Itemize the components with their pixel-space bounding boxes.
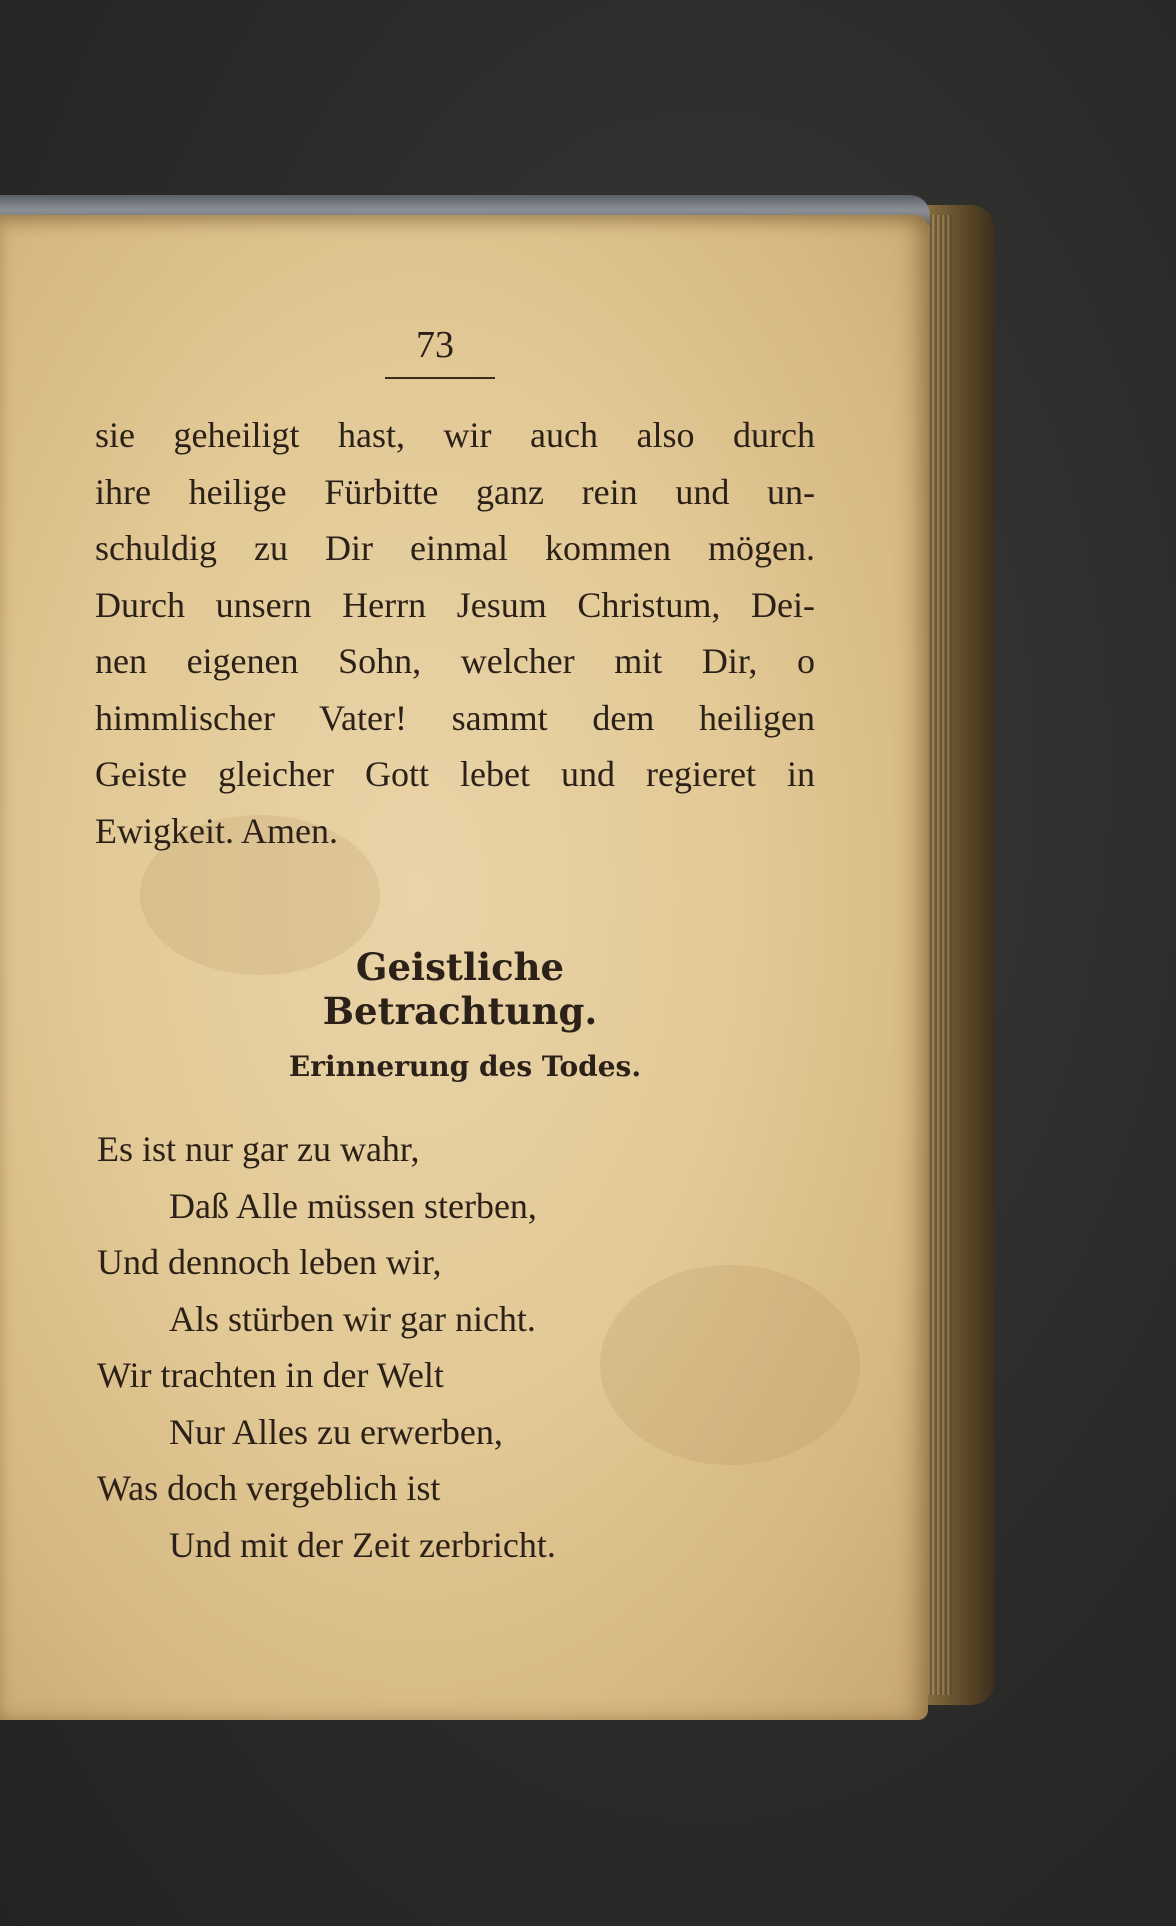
poem-line: Was doch vergeblich ist [97,1468,441,1508]
page-number: 73 [416,324,454,366]
prayer-paragraph [95,407,815,859]
book-page [0,215,928,1720]
text-line: himmlischer Vater! sammt dem heiligen [95,697,815,738]
poem [97,1121,817,1573]
poem-title: Erinnerung des Todes. [288,1050,642,1083]
text-line: sie geheiligt hast, wir auch also durch [95,415,815,455]
text-line: Durch unsern Herrn Jesum Christum, Dei- [95,584,815,625]
text-line: Geiste gleicher Gott lebet und regieret in [95,754,815,794]
page-content [0,215,928,1720]
section-heading: Geistliche Betrachtung. [322,945,598,1033]
poem-line: Als stürben wir gar nicht. [169,1298,536,1339]
text-line: nen eigenen Sohn, welcher mit Dir, o [95,641,815,681]
poem-line: Es ist nur gar zu wahr, [97,1129,420,1169]
poem-line: Daß Alle müssen sterben, [169,1185,537,1226]
poem-line: Und mit der Zeit zerbricht. [169,1524,556,1565]
poem-line: Und dennoch leben wir, [97,1242,442,1282]
text-line: schuldig zu Dir einmal kommen mögen. [95,528,815,568]
page-number-rule [385,377,495,379]
text-line: Ewigkeit. Amen. [95,810,338,851]
text-line: ihre heilige Fürbitte ganz rein und un- [95,471,815,512]
poem-line: Nur Alles zu erwerben, [169,1411,503,1452]
poem-line: Wir trachten in der Welt [97,1355,444,1395]
